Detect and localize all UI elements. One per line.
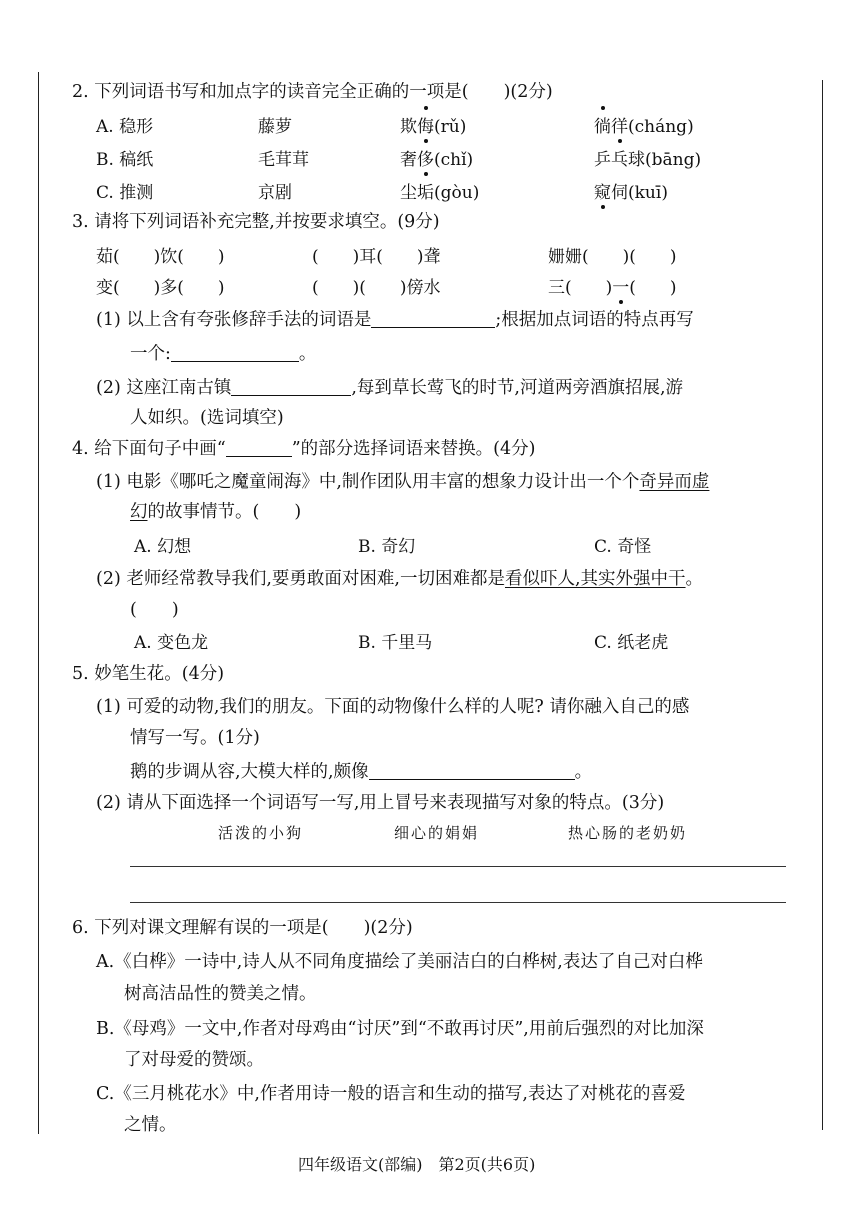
q4-s1-option-c[interactable]: C. 奇怪 (594, 537, 652, 557)
q5-stem: 5. 妙笔生花。(4分) (72, 664, 225, 684)
q5-sub1-fill: 鹅的步调从容,大模大样的,颇像 。 (130, 762, 593, 782)
q2-option-c-word2: 京剧 (258, 183, 292, 203)
q3-sub2: (2) 这座江南古镇 ,每到草长莺飞的时节,河道两旁酒旗招展,游 (96, 378, 684, 398)
q3-sub1-blank1[interactable] (371, 310, 495, 329)
left-margin-line (38, 72, 39, 1134)
q3-stem: 3. 请将下列词语补充完整,并按要求填空。(9分) (72, 212, 440, 232)
q5-sub1-cont: 情写一写。(1分) (130, 728, 260, 748)
q3-sub1-blank2[interactable] (171, 344, 299, 363)
q2-option-b-word4: 乒乓球(bāng) (594, 145, 701, 170)
q2-option-a-word3: 欺侮(rǔ) (400, 112, 466, 137)
q6-option-a: A.《白桦》一诗中,诗人从不同角度描绘了美丽洁白的白桦树,表达了自己对白桦 (96, 952, 703, 972)
q5-writing-line-2[interactable] (130, 902, 786, 903)
q5-choice-2: 细心的娟娟 (394, 824, 480, 842)
q4-sentence2: (2) 老师经常教导我们,要勇敢面对困难,一切困难都是看似吓人,其实外强中干。 (96, 569, 704, 589)
q4-s1-option-a[interactable]: A. 幻想 (134, 537, 192, 557)
q4-s2-option-a[interactable]: A. 变色龙 (134, 633, 209, 653)
q6-option-b: B.《母鸡》一文中,作者对母鸡由“讨厌”到“不敢再讨厌”,用前后强烈的对比加深 (96, 1019, 704, 1039)
q2-option-a-word4: 徜徉(cháng) (594, 112, 694, 137)
q3-idiom-4: 变( )多( ) (96, 278, 225, 298)
q4-stem: 4. 给下面句子中画“ ”的部分选择词语来替换。(4分) (72, 439, 536, 459)
q5-sub1: (1) 可爱的动物,我们的朋友。下面的动物像什么样的人呢? 请你融入自己的感 (96, 697, 690, 717)
q2-option-b-word3: 奢侈(chǐ) (400, 145, 473, 170)
q6-option-c-cont: 之情。 (124, 1115, 177, 1135)
right-margin-line (822, 80, 823, 1130)
q2-option-b-word2: 毛茸茸 (258, 150, 309, 170)
q6-option-a-cont: 树高洁品性的赞美之情。 (124, 984, 317, 1004)
q5-choice-3: 热心肠的老奶奶 (568, 824, 688, 842)
q4-s2-option-c[interactable]: C. 纸老虎 (594, 633, 669, 653)
q5-sub2: (2) 请从下面选择一个词语写一写,用上冒号来表现描写对象的特点。(3分) (96, 793, 665, 813)
q3-idiom-2: ( )耳( )聋 (312, 247, 441, 267)
q5-choice-1: 活泼的小狗 (218, 824, 304, 842)
q6-option-b-cont: 了对母爱的赞颂。 (124, 1050, 264, 1070)
q3-idiom-6: 三( )一( ) (548, 273, 677, 298)
q2-stem: 2. 下列词语书写和加点字的读音完全正确的一项是( )(2分) (72, 82, 553, 102)
q3-sub2-cont: 人如织。(选词填空) (130, 408, 284, 428)
q5-writing-line-1[interactable] (130, 866, 786, 867)
q2-option-c-word4: 窥伺(kuī) (594, 178, 668, 203)
q3-sub1: (1) 以上含有夸张修辞手法的词语是 ;根据加点词语的特点再写 (96, 310, 694, 330)
q4-sentence1-cont: 幻的故事情节。( ) (130, 502, 302, 522)
q5-sub1-blank[interactable] (369, 762, 575, 781)
q3-sub1-cont: 一个: 。 (130, 344, 317, 364)
q4-sentence1: (1) 电影《哪吒之魔童闹海》中,制作团队用丰富的想象力设计出一个个奇异而虚 (96, 472, 710, 492)
page-footer: 四年级语文(部编) 第2页(共6页) (298, 1155, 536, 1174)
q4-sentence2-paren: ( ) (130, 600, 179, 620)
q3-idiom-1: 茹( )饮( ) (96, 247, 225, 267)
q3-idiom-5: ( )( )傍水 (312, 278, 441, 298)
q6-stem: 6. 下列对课文理解有误的一项是( )(2分) (72, 918, 413, 938)
q2-option-a-word2: 藤萝 (258, 117, 292, 137)
q4-s1-option-b[interactable]: B. 奇幻 (358, 537, 416, 557)
q2-option-a-word1: A. 稳形 (96, 117, 154, 137)
q2-option-c-word3: 尘垢(gòu) (400, 178, 479, 203)
q2-option-b-word1: B. 稿纸 (96, 150, 154, 170)
q4-s2-option-b[interactable]: B. 千里马 (358, 633, 433, 653)
q3-idiom-3: 姗姗( )( ) (548, 247, 677, 267)
q6-option-c: C.《三月桃花水》中,作者用诗一般的语言和生动的描写,表达了对桃花的喜爱 (96, 1084, 686, 1104)
q2-option-c-word1: C. 推测 (96, 183, 154, 203)
q3-sub2-blank[interactable] (231, 378, 351, 397)
